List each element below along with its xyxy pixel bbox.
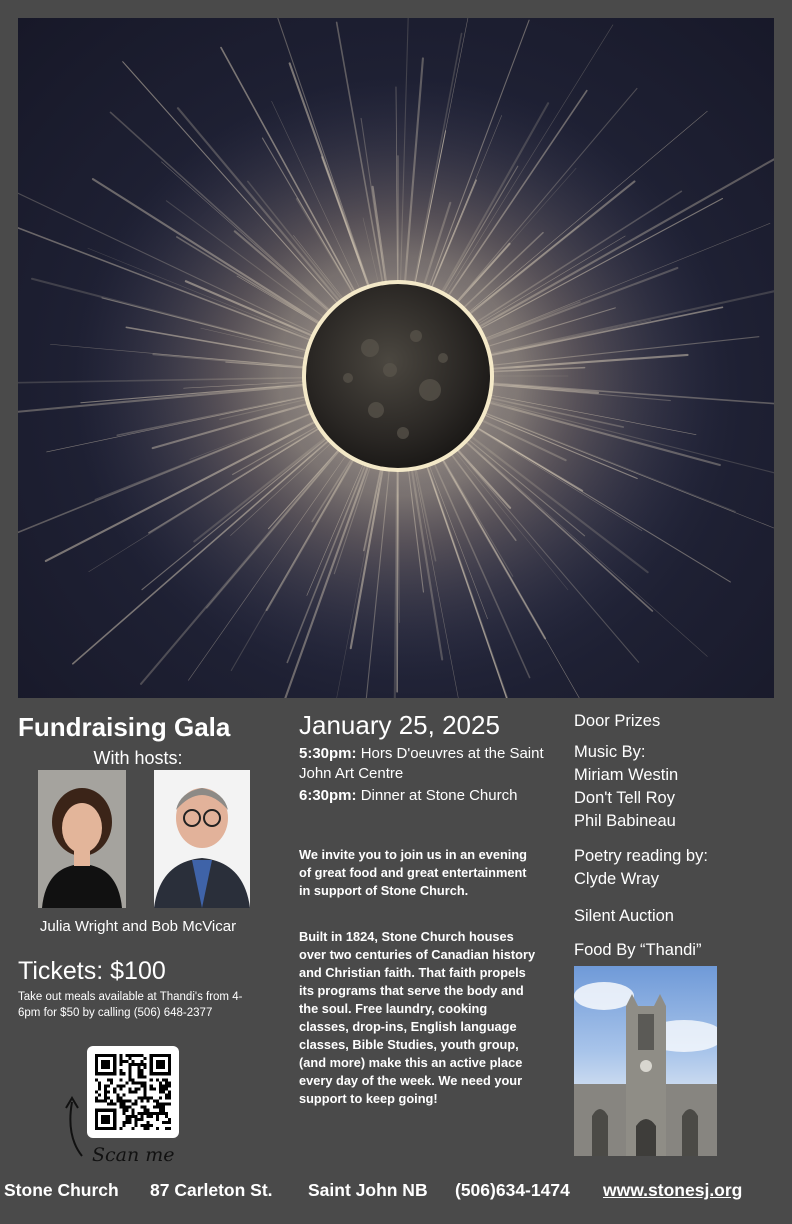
footer-phone: (506)634-1474 xyxy=(455,1180,570,1200)
host-photo-bob xyxy=(154,770,250,908)
footer xyxy=(0,1180,792,1204)
history-text: Built in 1824, Stone Church houses over two centuries of Canadian history and Christian faith. That faith propels its programs that serve the body and the soul. Free laundry, cooking classes, drop-ins, English language classes, Bible Studies, youth group, (and more) make this an active place every day of the week. We need your support to keep going! xyxy=(299,929,536,1106)
event-title: Fundraising Gala xyxy=(18,712,231,742)
poet-name: Clyde Wray xyxy=(574,870,659,888)
arrow-icon xyxy=(62,1086,92,1158)
invitation-text: We invite you to join us in an evening of great food and great entertainment in support of Stone Church. xyxy=(299,847,528,898)
host-photo-julia xyxy=(38,770,126,908)
schedule-text: Hors D'oeuvres at the Saint John Art Centre xyxy=(299,745,544,782)
footer-address: 87 Carleton St. xyxy=(150,1180,273,1200)
church-photo xyxy=(574,966,717,1156)
qr-code[interactable] xyxy=(87,1046,179,1138)
door-prizes: Door Prizes xyxy=(574,712,661,730)
musician: Miriam Westin xyxy=(574,766,679,784)
music-label: Music By: xyxy=(574,743,646,761)
scan-me-label: Scan me xyxy=(92,1144,175,1166)
musician-list xyxy=(574,764,774,833)
musician: Don't Tell Roy xyxy=(574,789,675,807)
schedule-time: 5:30pm: xyxy=(299,745,357,762)
footer-city: Saint John NB xyxy=(308,1180,428,1200)
hosts-label: With hosts: xyxy=(93,748,183,768)
poetry-label: Poetry reading by: xyxy=(574,847,708,865)
schedule-item xyxy=(299,786,549,806)
schedule-time: 6:30pm: xyxy=(299,787,357,804)
footer-church-name: Stone Church xyxy=(4,1180,119,1200)
footer-website-link[interactable]: www.stonesj.org xyxy=(603,1180,743,1200)
eclipse-image xyxy=(18,18,774,698)
silent-auction: Silent Auction xyxy=(574,907,674,925)
schedule-item xyxy=(299,744,549,784)
musician: Phil Babineau xyxy=(574,812,676,830)
event-date: January 25, 2025 xyxy=(299,710,500,740)
hosts-names: Julia Wright and Bob McVicar xyxy=(39,918,237,935)
ticket-price: Tickets: $100 xyxy=(18,957,166,985)
food-credit: Food By “Thandi” xyxy=(574,941,702,959)
takeout-note: Take out meals available at Thandi's from 4-6pm for $50 by calling (506) 648-2377 xyxy=(18,991,243,1019)
schedule-text: Dinner at Stone Church xyxy=(356,787,518,804)
